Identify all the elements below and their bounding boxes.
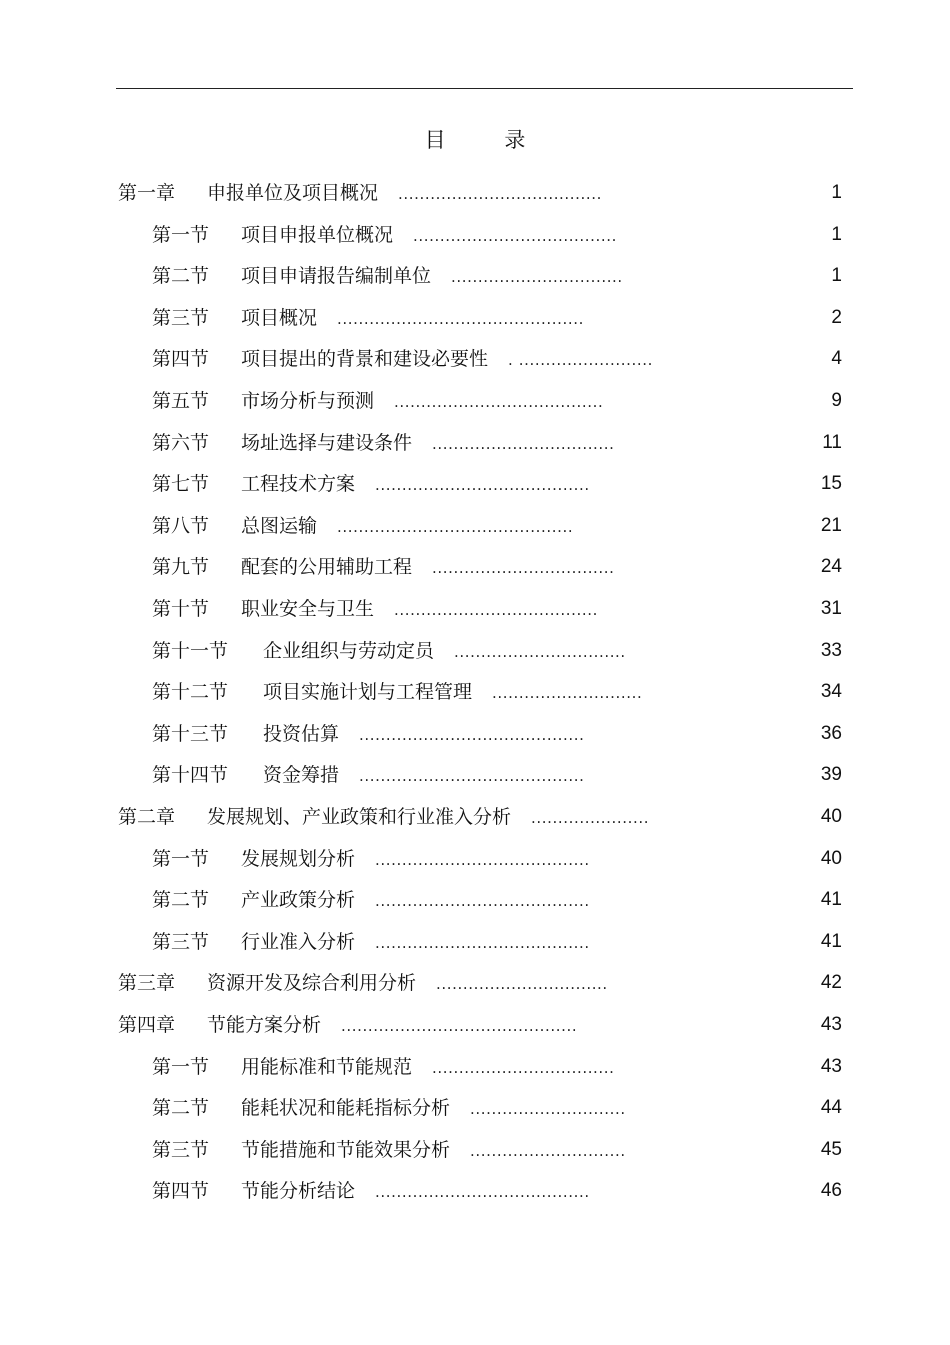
entry-number: 第十节 xyxy=(152,598,210,620)
entry-number: 第七节 xyxy=(152,473,210,496)
entry-page-number: 21 xyxy=(820,514,842,536)
toc-entry[interactable] xyxy=(152,346,842,372)
entry-title: 产业政策分析 xyxy=(241,889,356,912)
entry-title: 项目概况 xyxy=(241,306,318,329)
entry-leader-dots: ........................................ xyxy=(375,850,590,869)
entry-page-number: 39 xyxy=(820,764,842,786)
entry-page-number: 1 xyxy=(831,265,842,287)
entry-title: 场址选择与建设条件 xyxy=(241,431,413,454)
entry-number: 第六节 xyxy=(152,431,210,454)
entry-title: 企业组织与劳动定员 xyxy=(263,639,435,662)
entry-leader-dots: ............................. xyxy=(470,1100,626,1119)
entry-number: 第十三节 xyxy=(152,722,229,745)
entry-page-number: 33 xyxy=(820,639,842,661)
toc-entry[interactable] xyxy=(152,721,842,747)
entry-title: 项目申报单位概况 xyxy=(241,223,394,246)
toc-entry[interactable] xyxy=(152,305,842,331)
entry-title: 职业安全与卫生 xyxy=(241,598,375,620)
toc-entry[interactable] xyxy=(152,388,842,414)
entry-title: 配套的公用辅助工程 xyxy=(241,556,413,579)
entry-page-number: 43 xyxy=(820,1055,842,1077)
entry-leader-dots: ................................ xyxy=(451,268,623,287)
entry-page-number: 11 xyxy=(822,431,842,453)
entry-title: 工程技术方案 xyxy=(241,473,356,496)
entry-leader-dots: . ......................... xyxy=(508,351,653,370)
entry-leader-dots: ............................. xyxy=(470,1141,626,1160)
entry-title: 资源开发及综合利用分析 xyxy=(207,972,417,995)
entry-title: 节能分析结论 xyxy=(241,1180,356,1203)
entry-title: 用能标准和节能规范 xyxy=(241,1055,413,1078)
entry-title: 发展规划、产业政策和行业准入分析 xyxy=(207,806,512,828)
header-rule xyxy=(116,88,853,89)
toc-entry[interactable] xyxy=(118,1012,842,1038)
entry-leader-dots: .................................. xyxy=(432,1058,615,1077)
toc-entry[interactable] xyxy=(152,263,842,289)
toc-entry[interactable] xyxy=(152,1137,842,1163)
entry-page-number: 1 xyxy=(831,223,842,245)
entry-number: 第二节 xyxy=(152,1097,210,1120)
entry-page-number: 2 xyxy=(831,306,842,328)
entry-number: 第一节 xyxy=(152,223,210,246)
entry-title: 项目申请报告编制单位 xyxy=(241,265,432,288)
entry-number: 第十四节 xyxy=(152,764,229,787)
entry-page-number: 1 xyxy=(831,182,842,203)
toc-entry[interactable] xyxy=(152,513,842,539)
entry-page-number: 41 xyxy=(820,889,842,911)
entry-number: 第九节 xyxy=(152,556,210,579)
entry-number: 第一节 xyxy=(152,1055,210,1078)
toc-entry[interactable] xyxy=(152,1095,842,1121)
entry-leader-dots: ................................ xyxy=(436,975,608,994)
entry-leader-dots: ...................... xyxy=(531,809,650,827)
toc-entry[interactable] xyxy=(118,804,842,830)
entry-leader-dots: .................................. xyxy=(432,434,615,453)
entry-page-number: 42 xyxy=(820,972,842,994)
entry-leader-dots: .................................. xyxy=(432,559,615,578)
toc-entry[interactable] xyxy=(152,430,842,456)
toc-entry[interactable] xyxy=(152,1178,842,1204)
entry-title: 资金筹措 xyxy=(263,764,340,787)
entry-number: 第十一节 xyxy=(152,639,229,662)
entry-title: 行业准入分析 xyxy=(241,930,356,953)
entry-page-number: 43 xyxy=(820,1014,842,1035)
toc-entry[interactable] xyxy=(152,887,842,913)
entry-number: 第二节 xyxy=(152,889,210,912)
entry-title: 总图运输 xyxy=(241,514,318,537)
entry-number: 第三节 xyxy=(152,1138,210,1161)
toc-entry[interactable] xyxy=(152,596,842,622)
entry-page-number: 24 xyxy=(820,556,842,578)
entry-leader-dots: .............................................. xyxy=(337,309,584,328)
toc-entry[interactable] xyxy=(152,846,842,872)
entry-leader-dots: .......................................... xyxy=(359,767,585,786)
entry-page-number: 40 xyxy=(820,806,842,827)
toc-entry[interactable] xyxy=(152,638,842,664)
entry-number: 第一节 xyxy=(152,847,210,870)
entry-number: 第五节 xyxy=(152,390,210,412)
entry-leader-dots: ........................................ xyxy=(375,476,590,495)
entry-title: 发展规划分析 xyxy=(241,847,356,870)
entry-number: 第三章 xyxy=(118,972,176,995)
entry-leader-dots: ........................................ xyxy=(375,933,590,952)
entry-leader-dots: ...................................... xyxy=(398,185,603,203)
entry-number: 第八节 xyxy=(152,514,210,537)
entry-leader-dots: ...................................... xyxy=(394,601,599,619)
entry-page-number: 9 xyxy=(831,390,842,411)
entry-page-number: 36 xyxy=(820,722,842,744)
entry-number: 第十二节 xyxy=(152,681,229,704)
entry-leader-dots: ........................................ xyxy=(375,1183,590,1202)
entry-title: 节能方案分析 xyxy=(207,1014,322,1036)
entry-title: 项目实施计划与工程管理 xyxy=(263,681,473,704)
toc-entry[interactable] xyxy=(152,679,842,705)
toc-entry[interactable] xyxy=(152,471,842,497)
toc-entry[interactable] xyxy=(152,1054,842,1080)
entry-leader-dots: ................................ xyxy=(454,642,626,661)
entry-title: 申报单位及项目概况 xyxy=(207,182,379,204)
entry-leader-dots: ............................ xyxy=(492,684,643,703)
entry-number: 第二章 xyxy=(118,806,176,828)
entry-title: 能耗状况和能耗指标分析 xyxy=(241,1097,451,1120)
entry-leader-dots: ....................................... xyxy=(394,393,604,411)
entry-page-number: 46 xyxy=(820,1180,842,1202)
entry-number: 第二节 xyxy=(152,265,210,288)
toc-entry[interactable] xyxy=(152,222,842,248)
toc-entry[interactable] xyxy=(152,762,842,788)
entry-title: 投资估算 xyxy=(263,722,340,745)
entry-title: 市场分析与预测 xyxy=(241,390,375,412)
entry-leader-dots: ...................................... xyxy=(413,226,618,245)
toc-entry[interactable] xyxy=(152,554,842,580)
entry-leader-dots: ............................................ xyxy=(337,517,574,536)
toc-entry[interactable] xyxy=(118,180,842,206)
entry-title: 节能措施和节能效果分析 xyxy=(241,1138,451,1161)
entry-number: 第四节 xyxy=(152,1180,210,1203)
toc-entry[interactable] xyxy=(118,970,842,996)
entry-title: 项目提出的背景和建设必要性 xyxy=(241,348,489,371)
entry-page-number: 40 xyxy=(820,847,842,869)
entry-leader-dots: ............................................ xyxy=(341,1017,578,1035)
entry-number: 第三节 xyxy=(152,930,210,953)
entry-number: 第一章 xyxy=(118,182,176,204)
toc-title: 目 录 xyxy=(424,128,552,152)
entry-page-number: 31 xyxy=(820,598,842,619)
entry-page-number: 34 xyxy=(820,681,842,703)
entry-page-number: 41 xyxy=(820,930,842,952)
entry-page-number: 15 xyxy=(820,473,842,495)
entry-number: 第三节 xyxy=(152,306,210,329)
toc-entry[interactable] xyxy=(152,929,842,955)
entry-page-number: 4 xyxy=(831,348,842,370)
entry-leader-dots: .......................................... xyxy=(359,725,585,744)
entry-leader-dots: ........................................ xyxy=(375,892,590,911)
entry-number: 第四章 xyxy=(118,1014,176,1036)
entry-page-number: 44 xyxy=(820,1097,842,1119)
entry-number: 第四节 xyxy=(152,348,210,371)
entry-page-number: 45 xyxy=(820,1138,842,1160)
